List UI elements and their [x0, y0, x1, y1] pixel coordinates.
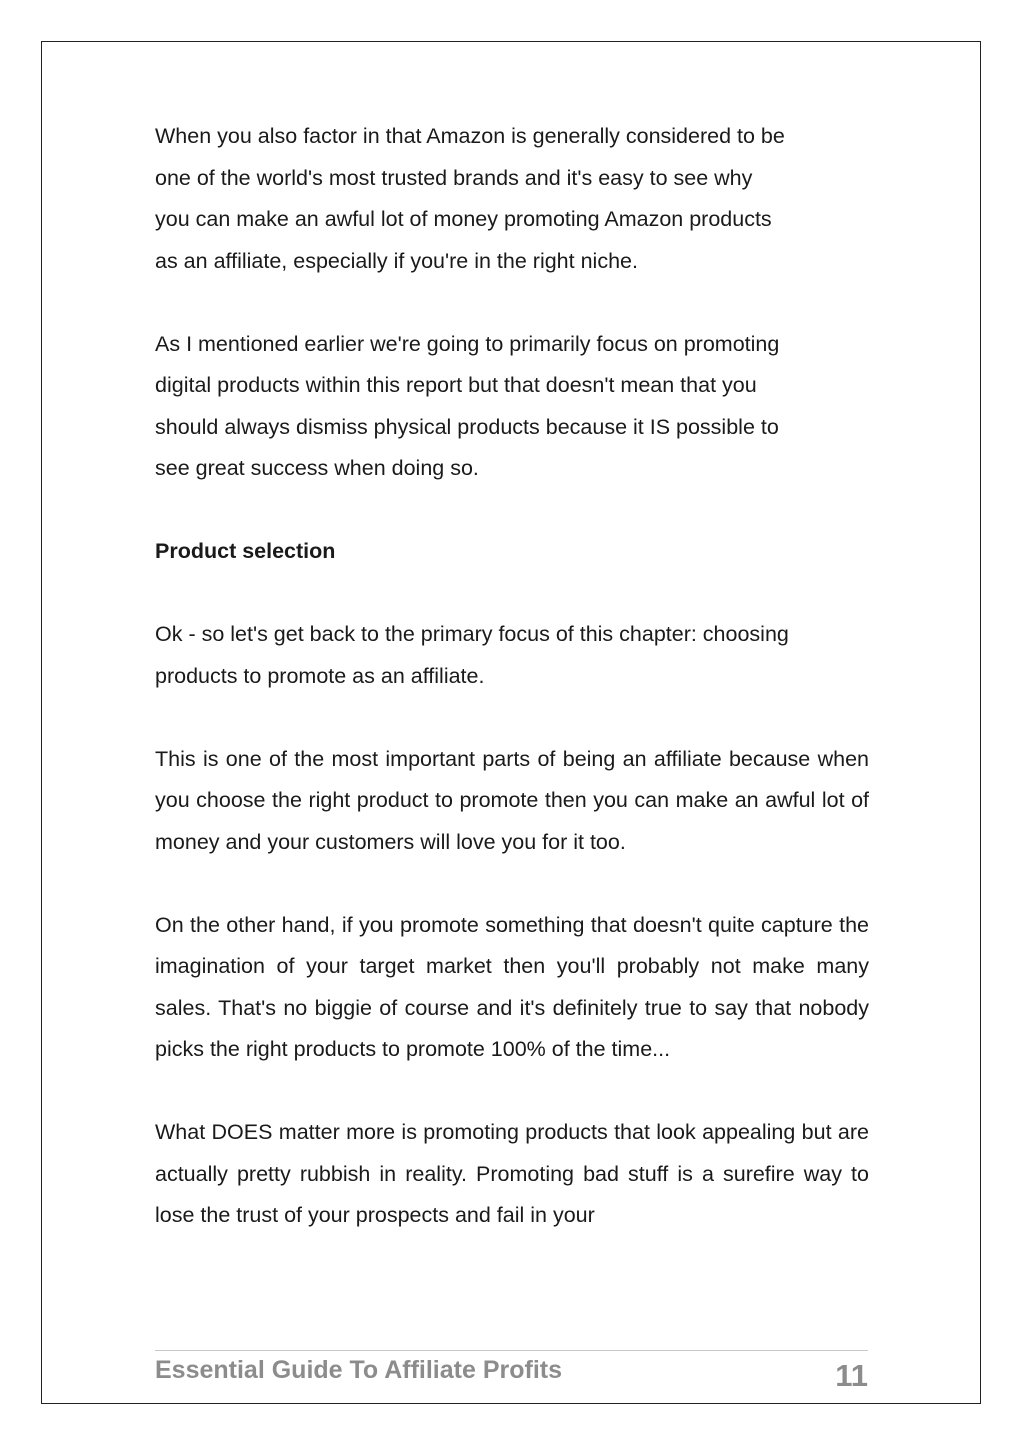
text-line: products to promote as an affiliate.	[155, 663, 485, 688]
paragraph-other-hand: On the other hand, if you promote something that doesn't quite capture the imagination of your target market then you'll probably not make many sales. That's no biggie of course and it's definitely true to say that nobody picks the right products to promote 100% of the time...	[155, 912, 869, 1061]
text-line: as an affiliate, especially if you're in the right niche.	[155, 248, 638, 273]
text-line: one of the world's most trusted brands and it's easy to see why	[155, 165, 753, 190]
footer-title: Essential Guide To Affiliate Profits	[155, 1356, 563, 1384]
paragraph-what-matters: What DOES matter more is promoting products that look appealing but are actually pretty rubbish in reality. Promoting bad stuff is a surefire way to lose the trust of your prospects and fail in your	[155, 1120, 869, 1227]
text-line: As I mentioned earlier we're going to primarily focus on promoting	[155, 331, 780, 356]
page-number: 11	[835, 1358, 868, 1393]
text-line: should always dismiss physical products because it IS possible to	[155, 414, 779, 439]
footer-divider	[155, 1350, 868, 1351]
paragraph-digital-products	[155, 324, 869, 490]
paragraph-amazon-trust	[155, 116, 869, 282]
document-body	[155, 116, 869, 1278]
text-line: Ok - so let's get back to the primary focus of this chapter: choosing	[155, 622, 789, 646]
section-heading: Product selection	[155, 539, 336, 563]
text-line: digital products within this report but that doesn't mean that you	[155, 373, 757, 397]
text-line: see great success when doing so.	[155, 456, 479, 480]
text-line: When you also factor in that Amazon is generally considered to be	[155, 124, 785, 148]
paragraph-important-parts: This is one of the most important parts of being an affiliate because when you choose the right product to promote then you can make an awful lot of money and your customers will love you for it too.	[155, 746, 869, 854]
text-line: you can make an awful lot of money promoting Amazon products	[155, 207, 772, 231]
paragraph-primary-focus	[155, 614, 869, 697]
